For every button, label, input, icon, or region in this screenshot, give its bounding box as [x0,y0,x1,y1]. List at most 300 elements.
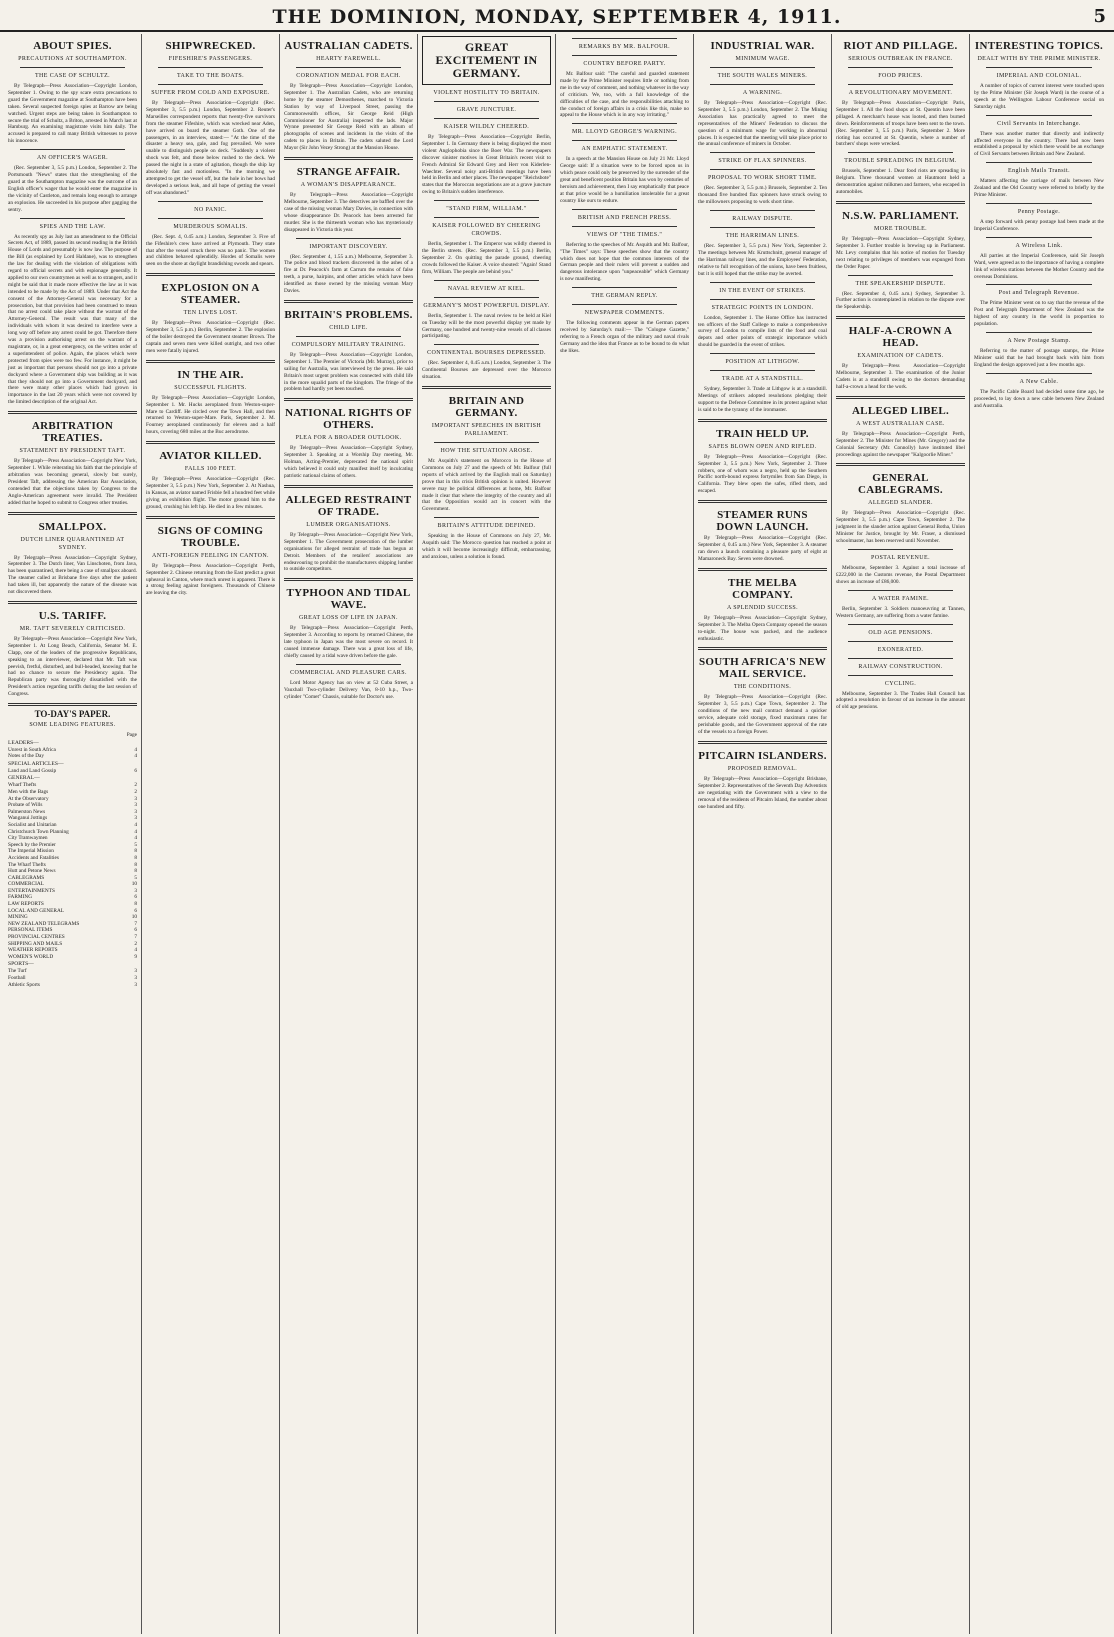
article-paragraph: By Telegraph—Press Association—Copyright (Rec. September 3, 5.5 p.m.) New York, September 2. At Nashua, in Kansas, an aviator named Frisbie fell a hundred feet while giving an exhibition flight. The motor ground him to the ground, crushing his left hip. He died in a few minutes. [146,476,275,510]
article-subheading: GREAT LOSS OF LIFE IN JAPAN. [299,615,398,622]
article-subheading: MINIMUM WAGE. [735,56,790,62]
divider [296,336,401,337]
article-paragraph: By Telegraph—Press Association—Copyright Perth, September 2. Chinese returning from the East predict a great upheaval in Canton, where much unrest is apparent. There is a strong feeling against foreigners. Thousands of Chinese are leaving the city. [146,562,275,597]
article-subheading: VIOLENT HOSTILITY TO BRITAIN. [433,90,540,96]
todays-paper-row-page: 3 [134,808,137,815]
todays-paper-row-page: 7 [134,920,137,927]
article-body [974,348,1104,369]
todays-paper-row [8,954,137,961]
todays-paper-row-label: COMMERCIAL [8,881,44,888]
article-body [698,315,827,350]
article-paragraph: (Rec. September 3, 5.5 p.m.) Brussels, September 2. Ten thousand five hundred flax spinners have struck owing to the millowners proposing to work short time. [698,185,827,206]
article [698,210,827,278]
article-paragraph: Matters affecting the carriage of mails between New Zealand and the Old Country were referred to briefly by the Prime Minister. [974,178,1104,199]
article-body [698,243,827,278]
divider [158,67,263,68]
todays-paper-row-label: SPECIAL ARTICLES— [8,760,64,767]
article-subheading: THE HARRIMAN LINES. [725,233,800,240]
todays-paper-row-label: At the Observatory [8,795,49,802]
article-paragraph: Brussels, September 1. Dear food riots are spreading in Belgium. Three thousand women at Hautmont held a demonstration against milkmen and farmers, who escaped in automobiles. [836,168,965,196]
article-paragraph: Speaking in the House of Commons on July 27, Mr. Asquith said: The Morocco question has reached a point at which it will become increasingly difficult, embarrassing, and anxious, unless a solution is found. [422,533,551,560]
article [422,36,551,196]
todays-paper-row [8,815,137,822]
article-paragraph: Berlin, September 3. Soldiers manoeuvring at Tannen, Western Germany, are suffering from a water famine. [836,605,965,619]
divider [848,590,953,591]
article [836,396,965,459]
article [422,344,551,381]
divider [848,641,953,642]
article-body [422,458,551,513]
article-body [974,253,1104,281]
article-headline: AUSTRALIAN CADETS. [284,40,413,52]
divider [20,218,125,219]
column-5 [556,34,694,1634]
article [836,549,965,586]
article-paragraph: (Rec. September 4, 1.55 a.m.) Melbourne, September 3. The police and blood trackers discovered in the ashes of a fire at Dr. Peacock's farm at Carrum the remains of false teeth, a purse, hairpins, and other articles which have been identified as those owned by the missing woman Mary Davies. [284,253,413,295]
article-body [974,83,1104,111]
article-subheading: EXAMINATION OF CADETS. [857,353,944,360]
todays-paper-row [8,855,137,862]
article-paragraph: By Telegraph—Press Association—Copyright Perth, September 2. The Minister for Mines (Mr. Gregory) and the Colonial Secretary (Mr. Connolly) have instituted libel proceedings against the newspaper "Kalgoorlie Miner." [836,430,965,458]
divider [710,227,815,228]
todays-paper-row [8,975,137,982]
todays-paper-row-label: Palmerston News [8,808,46,815]
divider [20,149,125,150]
article-subheading: IMPORTANT DISCOVERY. [309,243,388,250]
article-paragraph: Referring to the speeches of Mr. Asquith and Mr. Balfour, "The Times" says: These speeches show that the country which does not hope that the common interests of the German people and their rulers will prevent a sudden and dangerous intolerance upon "unpeaceable" which Germany is now manifesting. [560,241,689,283]
article-headline: STEAMER RUNS DOWN LAUNCH. [716,509,809,534]
article-paragraph: Mr. Balfour said: "The careful and guarded statement made by the Prime Minister requires little or nothing from me in the way of comment, and nothing whatever in the way of criticism. We, too, with a full knowledge of the difficulties of the case, and the responsibilities attaching to the conduct of foreign affairs in a crisis like this, make no appeal to the House which is in any way irritating." [560,71,689,119]
todays-paper-row-page: 5 [134,874,137,881]
article-paragraph: By Telegraph—Press Association—Copyright Sydney, September 3. The Melba Opera Company opened the season to-night. The house was packed, and the audience enthusiastic. [698,614,827,642]
article [974,332,1104,369]
todays-paper-row-label: Wanganui Jottings [8,815,48,822]
article-paragraph: Melbourne, September 3. The Trades Hall Council has adopted a resolution in favour of an increase in the amount of old age pensions. [836,690,965,711]
divider [572,38,677,39]
todays-paper-row [8,908,137,915]
article-subheading: KAISER WILDLY CHEERED. [443,124,530,130]
article-paragraph: By Telegraph—Press Association—Copyright London, September 1. The Australian Cadets, who are returning home by the steamer Demosthenes, marched to Victoria Station by way of Liverpool Street, passing the Commonwealth offices, Sir George Reid (High Commissioner for Australia) inspected the lads. Major Wynne presented Sir George Reid with an album of photographs of scenes and incidents in the visits of the cadets to places in Britain. The cadets saluted the Lord Mayor (Sir John Vezey Strong) at the Mansion House. [284,83,413,152]
divider [146,516,275,519]
article-subheading: SAFES BLOWN OPEN AND RIFLED. [708,443,817,450]
divider [848,624,953,625]
divider [158,218,263,219]
divider [848,84,953,85]
article-subheading: IMPERIAL AND COLONIAL. [996,73,1082,79]
article-subheading: REMARKS BY MR. BALFOUR. [578,44,671,50]
masthead [0,0,1114,32]
todays-paper-row [8,901,137,908]
todays-paper-row-page: 3 [134,815,137,822]
todays-paper-row-page: 9 [134,953,137,960]
divider [836,201,965,204]
divider [710,353,815,354]
todays-paper-row [8,789,137,796]
article-paragraph: Lord Motor Agency has on view at 52 Cuba Street, a Vauxhall Two-cylinder Delivery Van, 8-10 h.p., Two-cylinder "Comet" Chassis, suitable for Doctor's use. [284,679,413,700]
divider [8,411,137,414]
divider [158,201,263,202]
article [836,316,965,391]
article-body [560,156,689,204]
article-subheading: A New Postage Stamp. [1007,338,1071,345]
todays-paper-row-page: 2 [134,782,137,789]
article-body [146,234,275,269]
article-body [698,776,827,811]
todays-paper-page-label: Page [126,732,137,738]
divider [710,169,815,170]
todays-paper-row-page: 6 [134,907,137,914]
article-subheading: RAILWAY DISPUTE. [732,216,793,223]
article-paragraph: By Telegraph—Press Association—Copyright (Rec. September 3, 5.5 p.m.) Berlin, September 2. The explosion of the boiler destroyed the Government steamer Brown. The captain and seven men were killed outright, and two other men were fatally injured. [146,320,275,354]
divider [572,304,677,305]
article [698,568,827,643]
article-paragraph: By Telegraph—Press Association—Copyright Sydney, September 3. Speaking at a Worship Day meeting, Mr. Holman, Acting-Premier, deprecated the national spirit which believed it could only manifest itself by inculcating patriotic national claims of others. [284,445,413,479]
article-paragraph: By Telegraph—Press Association—Copyright Brisbane, September 2. Representatives of the Seventh Day Adventists are negotiating with the Government with a view to the removal of the residents of Pitcairn Island, the number about one hundred and fifty. [698,775,827,810]
article [974,237,1104,281]
article-body [284,254,413,295]
article-subheading: ALLEGED SLANDER. [868,500,933,507]
article-subheading: THE CONDITIONS. [733,684,792,691]
todays-paper-row [8,947,137,954]
article [146,40,275,197]
article-paragraph: By Telegraph—Press Association—Copyright London, September 1. Owing to the spy scare extra precautions to guard the Government magazine at Southampton have been taken. Several suspected foreign spies at Barrow are being watched. Urgent steps are being taken in Southampton to secure the trial of Schultz, a Briton, arrested in March last at Hamburg. An examining magistrate visits him daily. The accused is prepared to call many British witnesses to prove his innocence. [8,83,137,145]
article [284,238,413,295]
article-paragraph: Berlin, September 1. The naval review to be held at Kiel on Tuesday will be the most powerful display yet made by Germany, one hundred and twenty-nine vessels of all classes participating. [422,312,551,340]
article [698,282,827,350]
article-body [836,291,965,312]
article-subheading: A WATER FAMINE. [872,595,929,602]
divider [848,658,953,659]
column-2-articles [146,40,275,597]
article [974,115,1104,159]
column-5-articles [560,38,689,355]
divider [572,209,677,210]
article-subheading: SUCCESSFUL FLIGHTS. [174,384,247,391]
article-subheading: VIEWS OF "THE TIMES." [586,231,663,238]
divider [572,287,677,288]
article [974,284,1104,328]
article-paragraph: As recently spy as July last an amendment to the Official Secrets Act, of 1889, passed its second reading in the British House of Lords and presumably is now law. The purpose of the Bill (as explained by Lord Haldane), was to strengthen the law for dealing with the violation of obligations with regard to official secrets and with espionage generally. It applied to our own countrymen as well as to strangers, and it might be said that it made more effective the law as it was intended to be made by the Act of 1889. Under that Act the consent of the Attorney-General was necessary for a prosecution, but that provision had been construed to mean that no arrest could take place without the warrant of the Attorney-General. The result was that many of the individuals with whom it was desired to interfere were a long way off before any arrest could be got. Therefore there was a provision authorising arrest on the warrant of a magistrate, or, in a great emergency, on the written order of a superintendent of police. Again, the places which were protected from spies were too few. For instance, it might be just as important that persons should not go into a private dockyard where a Government ship was building as it was that they should not go into a Government dockyard, and there were many other places which had grown in importance in the last 20 years which were not covered by the limited description of the original Act. [8,233,137,406]
divider [284,578,413,581]
column-8 [970,34,1108,1634]
article-headline: SHIPWRECKED. [165,40,256,52]
todays-paper-title: TO-DAY'S PAPER. [34,709,111,720]
divider [710,370,815,371]
todays-paper-row [8,862,137,869]
divider [986,237,1092,238]
column-7 [832,34,970,1634]
todays-paper-row-label: LOCAL AND GENERAL [8,907,65,914]
divider [698,419,827,422]
divider [284,157,413,160]
article-headline: ABOUT SPIES. [33,40,112,52]
article-paragraph: (Rec. Sept. 4, 0.45 a.m.) London, September 3. Five of the Fifeshire's crew have arrived at Plymouth. They state that after the vessel struck there was no panic. The women and children behaved splendidly. Hordes of Somalis were seen on the shore at daylight brandishing swords and spears. [146,233,275,268]
divider [986,115,1092,116]
article [698,500,827,563]
article-headline: U.S. TARIFF. [38,609,107,622]
column-4 [418,34,556,1634]
article-body [974,389,1104,410]
todays-paper-row [8,881,137,888]
article [836,590,965,620]
divider [848,549,953,550]
article-paragraph: London, September 1. The Home Office has instructed ten officers of the Staff College to make a comprehensive survey of London to compile lists of the food and coal depots and other points of strategic importance which should be guarded in the event of strikes. [698,314,827,349]
article-body [698,535,827,563]
article [698,419,827,495]
todays-paper-row [8,982,137,989]
article-subheading: A SPLENDID SUCCESS. [726,604,799,611]
article-headline: SOUTH AFRICA'S NEW MAIL SERVICE. [698,656,827,681]
article-body [698,386,827,414]
headline-box [422,36,551,85]
article [146,201,275,269]
todays-paper-row-label: LAW REPORTS [8,901,44,908]
article-paragraph: A number of topics of current interest were touched upon by the Prime Minister (Sir Joseph Ward) in the course of a speech at the Wellington Labour Conference social on Saturday night. [974,83,1104,110]
todays-paper-row [8,740,137,747]
article-body [836,431,965,459]
article [8,40,137,145]
article-paragraph: The Pacific Cable Board had decided some time ago, he proceeded, to lay down a new cable between New Zealand and Australia. [974,388,1104,409]
article-body [422,360,551,381]
article-body [560,71,689,119]
article [974,40,1104,111]
article [8,411,137,506]
divider [434,442,539,443]
divider [572,140,677,141]
article [836,152,965,196]
article-subheading: BRITAIN'S ATTITUDE DEFINED. [437,523,536,530]
article-subheading: EXONERATED. [877,646,924,653]
article [698,353,827,414]
todays-paper-row-label: Land and Land Gossip [8,767,57,774]
article-subheading: A New Cable. [1019,378,1059,385]
todays-paper-row-page: 6 [134,927,137,934]
column-6 [694,34,832,1634]
todays-paper-row-label: Wharf Thefts [8,782,37,789]
article-paragraph: By Telegraph—Press Association—Copyright (Rec. September 3, 5.5 p.m.) Cape Town, September 2. The conditions of the new mail contract demand a quicker service, adequate cold storage, fixed maximum rates for perishable goods, and the Government approval of the rate of the vessels to a foreign Power. [698,694,827,735]
article-body [284,532,413,573]
todays-paper-row-label: Probate of Wills [8,802,43,809]
article-body [698,694,827,735]
article-subheading: POSTAL REVENUE. [871,555,930,561]
article [560,123,689,204]
article-body [836,236,965,271]
divider [986,67,1092,68]
article-paragraph: By Telegraph—Press Association—Copyright (Rec. September 4, 0.45 a.m.) New York, September 3. A steamer ran down a launch containing a pleasure party of eight at Mamaroneck Bay. Seven were drowned. [698,535,827,562]
article-headline: SMALLPOX. [38,520,107,533]
article-subheading: English Mails Transit. [1008,168,1070,175]
todays-paper-row-page: 8 [134,901,137,908]
divider [986,284,1092,285]
todays-paper-row-page: 4 [134,746,137,753]
article-headline: ALLEGED RESTRAINT OF TRADE. [285,493,412,518]
article-subheading: CYCLING. [884,680,917,687]
article [836,275,965,312]
todays-paper-row-page: 4 [134,828,137,835]
divider [836,463,965,466]
article-paragraph: By Telegraph—Press Association—Copyright New York, September 1. At Long Beach, California, Senator M. E. Clapp, one of the leaders of the progressive Republicans, speaking to an interviewer, declared that Mr. Taft was peevish, fretful, disturbed, and bull-headed, knowing that he had no chance to secure the Presidency again. The Republican party was thoroughly dissatisfied with the President's action regarding tariffs during the last session of Congress. [8,635,137,698]
article-subheading: PROPOSED REMOVAL. [727,765,798,772]
todays-paper-row-page: 4 [134,835,137,842]
todays-paper-row [8,753,137,760]
todays-paper-row [8,968,137,975]
divider [8,703,137,706]
divider [20,67,125,68]
article-paragraph: By Telegraph—Press Association—Copyright (Rec. September 3, 5.5 p.m.) London, September 2. Reuter's Marseilles correspondent reports that twenty-five survivors from the steamer Fifeshire, which was wrecked near Aden, have arrived on board the steamer Goth. One of the passengers, in an interview, stated:— "At the time of the disaster a heavy sea, gale, and fog prevailed. We were unable to distinguish people on deck. "Suddenly a violent shock was felt, and those below rushed to the deck. We passed the night in a state of agitation, though the ship lay absolutely fast and motionless. "In the morning we attempted to get the vessel off, but the hole in her bows had developed a serious leak, and all hope of getting the vessel off was abandoned." [146,100,275,196]
todays-paper-row-page: 2 [134,788,137,795]
article-headline: RIOT AND PILLAGE. [843,40,958,52]
article [560,287,689,355]
article [284,40,413,152]
divider [986,373,1092,374]
divider [698,741,827,744]
article-headline: TRAIN HELD UP. [716,427,809,440]
todays-paper-row-page: 10 [131,881,137,888]
article-headline: TYPHOON AND TIDAL WAVE. [286,587,411,612]
article [836,624,965,712]
todays-paper-row-page: 4 [134,753,137,760]
article-headline: GENERAL CABLEGRAMS. [858,472,943,497]
todays-paper-row [8,921,137,928]
article-body [8,234,137,407]
todays-paper-row [8,927,137,934]
article-subheading: FIFESHIRE'S PASSENGERS. [168,56,253,62]
article-paragraph: Melbourne, September 3. Against a total increase of £222,000 in the Customs revenue, the Postal Department shows an increase of £86,000. [836,565,965,585]
todays-paper-row-label: City Tramwaymen [8,835,48,842]
article-subheading: TEN LIVES LOST. [183,310,238,317]
article-headline: PITCAIRN ISLANDERS. [698,749,827,762]
todays-paper-row-page: 4 [134,821,137,828]
article-subheading: NEWSPAPER COMMENTS. [584,310,665,317]
article-subheading: FALLS 100 FEET. [184,466,237,473]
article [284,578,413,660]
article-subheading: THE SPEAKERSHIP DISPUTE. [855,280,946,287]
article-paragraph: Referring to the matter of postage stamps, the Prime Minister said that he had brought back with him from England the design approved just a few months ago. [974,348,1104,368]
todays-paper-row-page: 3 [134,802,137,809]
todays-paper-row-label: WOMEN'S WORLD [8,953,54,960]
article-headline: ARBITRATION TREATIES. [31,420,114,445]
article-headline: ALLEGED LIBEL. [851,404,950,417]
todays-paper-row-page: 8 [134,854,137,861]
divider [710,282,815,283]
article-headline: NATIONAL RIGHTS OF OTHERS. [285,407,412,432]
todays-paper-row-page: 8 [134,868,137,875]
article-body [836,691,965,712]
article-subheading: STRIKE OF FLAX SPINNERS. [718,158,807,165]
article-subheading: TAKE TO THE BOATS. [176,73,245,79]
article-body [284,83,413,152]
article-subheading: CONTINENTAL BOURSES DEPRESSED. [427,350,546,357]
article-subheading: KAISER FOLLOWED BY CHEERING CROWDS. [432,223,541,238]
divider [698,647,827,650]
todays-paper-row-label: Athletic Sports [8,981,40,988]
divider [986,332,1092,333]
article-paragraph: By Telegraph—Press Association—Copyright Melbourne, September 3. The detectives are baffled over the case of the missing woman Mary Davies, in connection with whose disappearance Dr. Peacock has been arrested for murder. She is the thirteenth woman who has mysteriously disappeared in Victoria this year. [284,192,413,233]
article-subheading: HEARTY FAREWELL. [316,56,381,62]
todays-paper-row [8,934,137,941]
article-body [146,320,275,355]
todays-paper-row-page: 3 [134,795,137,802]
article-subheading: COMMERCIAL AND PLEASURE CARS. [290,669,407,676]
article-subheading: DEALT WITH BY THE PRIME MINISTER. [977,56,1101,62]
todays-paper-row-label: Accidents and Fatalities [8,854,59,861]
todays-paper-row [8,888,137,895]
article [8,149,137,213]
article-body [560,320,689,355]
article-body [836,168,965,196]
article-body [284,192,413,233]
todays-paper-row [8,848,137,855]
article-subheading: THE CASE OF SCHULTZ. [34,73,111,79]
article-body [422,313,551,341]
article [146,441,275,511]
article-headline: GREAT EXCITEMENT IN GERMANY. [435,40,538,80]
divider [296,664,401,665]
todays-paper-row [8,822,137,829]
divider [296,238,401,239]
article-headline: INDUSTRIAL WAR. [710,40,815,52]
article-headline: THE MELBA COMPANY. [727,576,798,601]
article-body [8,83,137,145]
column-4-articles [422,36,551,561]
divider [284,300,413,303]
todays-paper-row-label: WEATHER REPORTS [8,947,58,954]
article-headline: STRANGE AFFAIR. [296,166,401,179]
todays-paper-row-label: MINING [8,914,28,921]
article-subheading: SUFFER FROM COLD AND EXPOSURE. [151,90,270,96]
divider [284,398,413,401]
divider [146,273,275,276]
article-subheading: CORONATION MEDAL FOR EACH. [296,73,401,79]
todays-paper-row-label: Speech by the Premier [8,841,56,848]
article-body [8,636,137,698]
article-paragraph: The following comments appear in the German papers received by Saturday's mail:— The "Cologne Gazette," referring to a French organ of the military and naval rivals Germany and the idea that France as to be bound to do what she likes. [560,320,689,354]
article [8,218,137,407]
article-subheading: THE SOUTH WALES MINERS. [717,73,808,79]
todays-paper-row-label: Socialist and Unitarian [8,821,57,828]
article-body [8,458,137,506]
article [422,517,551,561]
todays-paper-row [8,914,137,921]
todays-paper-rows [8,740,137,989]
article-subheading: SPIES AND THE LAW. [39,223,106,230]
article-paragraph: By Telegraph—Press Association—Copyright Berlin, September 1. In Germany there is being displayed the most violent Anglophobia since the Boer War. The newspapers discover sinister motives in Great Britain's recent visit to French Admiral Sir Edward Grey and Herr von Kiderlen-Waechter. Several noisy anti-British meetings have been held in Berlin and other places. The newspaper "Reichsbote" states that the Moroccan negotiations are at a grave juncture owing to Britain's sudden interference. [422,134,551,196]
todays-paper-row-label: FARMING [8,894,33,901]
article-subheading: LUMBER ORGANISATIONS. [306,521,391,528]
article-subheading: PRECAUTIONS AT SOUTHAMPTON. [18,56,127,62]
divider [434,280,539,281]
todays-paper-row [8,941,137,948]
article-headline: IN THE AIR. [177,368,244,381]
article-headline: HALF-A-CROWN A HEAD. [848,325,953,350]
article-body [974,300,1104,328]
article-headline: N.S.W. PARLIAMENT. [842,209,959,222]
divider [698,500,827,503]
divider [698,568,827,571]
article-paragraph: By Telegraph—Press Association—Copyright London, September 1. Mr. Hucks aeroplaned from Weston-super-Mare to Cardiff. He circled over the Town Hall, and then returned to Weston-super-Mare. Paris, September 2. M. Fourney aeroplaned continuously for eleven and a half hours, covering 680 miles at the Buc aerodrome. [146,394,275,436]
article-body [422,134,551,196]
divider [8,512,137,515]
article-paragraph: Mr. Asquith's statement on Morocco in the House of Commons on July 27 and the speech of Mr. Balfour (full reports of which arrived by the English mail on Saturday) prove that in this crisis British opinion is united. However severe may be political differences at home, Mr. Balfour made it clear that where the integrity of the country and all that the Opposition would act in concert with the Government. [422,458,551,513]
article-paragraph: By Telegraph—Press Association—Copyright Perth, September 3. According to reports by returned Chinese, the late typhoon in Japan was the most severe on record. It caused immense damage. There was a great loss of life, chiefly caused by a tidal wave driven before the gale. [284,625,413,659]
divider [434,344,539,345]
divider [848,152,953,153]
article-subheading: PLEA FOR A BROADER OUTLOOK. [295,435,402,442]
divider [434,297,539,298]
newspaper-columns [4,34,1110,1634]
article-body [146,563,275,598]
article-subheading: NO PANIC. [194,206,227,213]
